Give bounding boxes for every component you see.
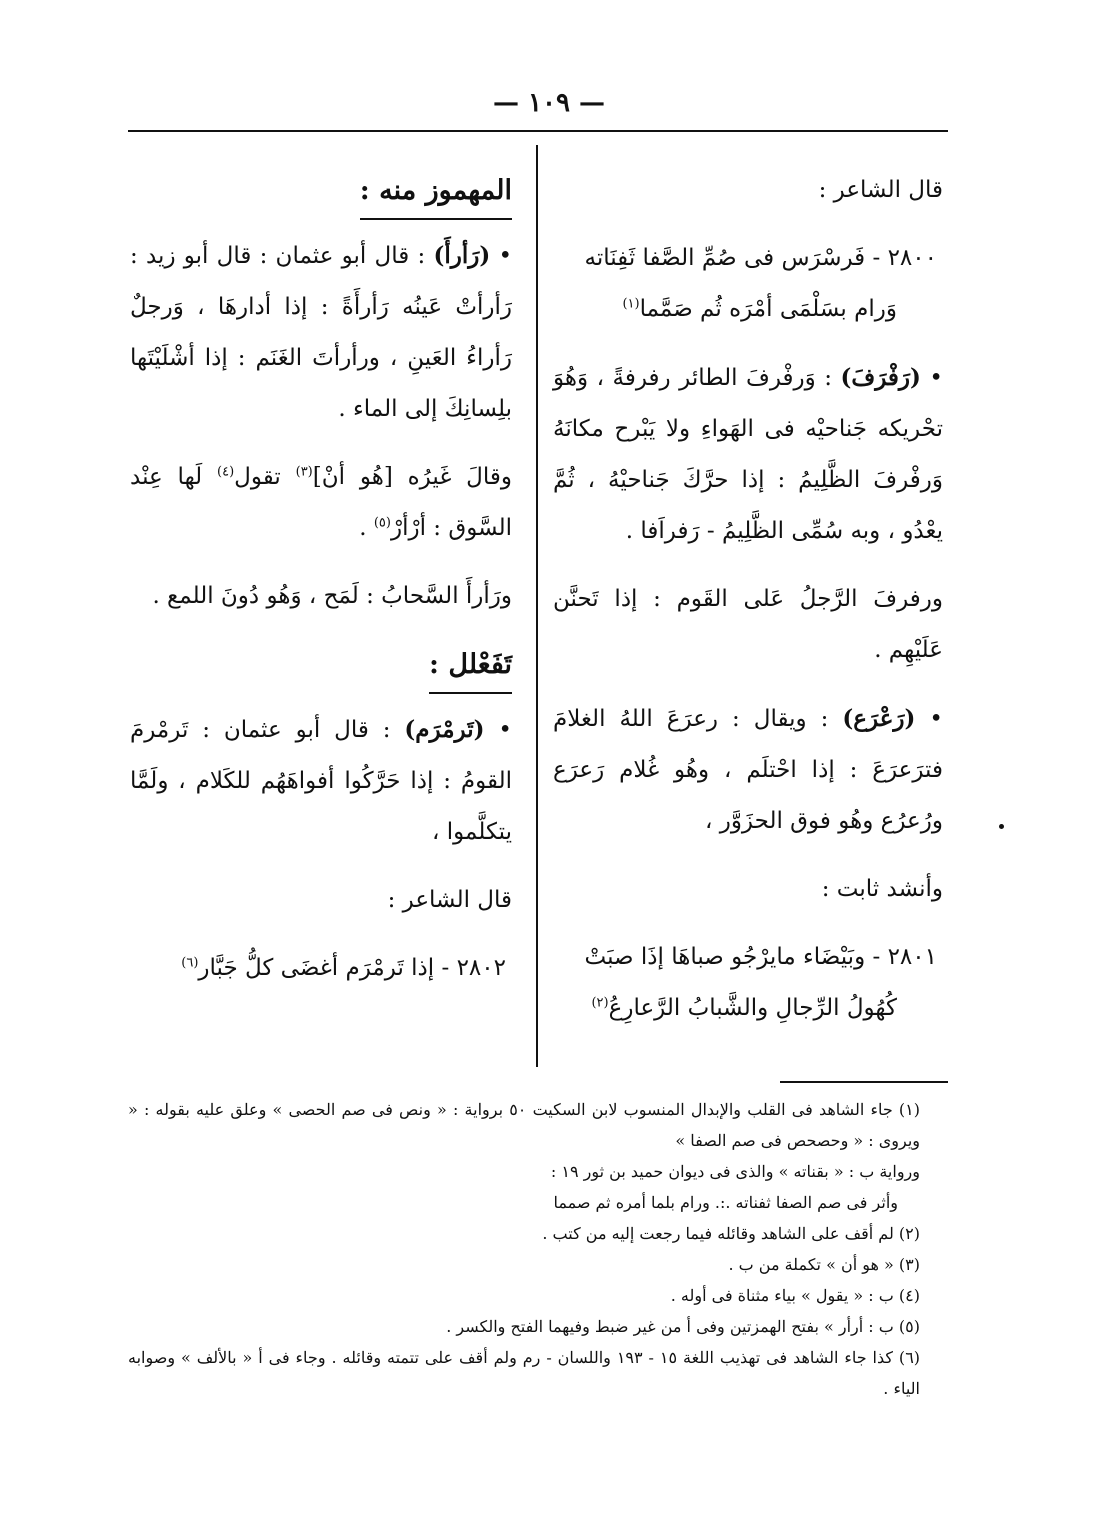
left-column bbox=[130, 165, 512, 1011]
entry-ra2ra2-text: : قال أبو عثمان : قال أبو زيد : رَأرأتْ عَينُه رَأرأَةً : إذا أدارهَا ، وَرجلٌ رَأراءُ العَينِ ، ورأرأتَ الغَنَم : إذا أشْلَيْتَها بلِسانِكَ إلى الماء . bbox=[130, 243, 512, 422]
headword-ra2ra2: (رَأرأَ) bbox=[433, 242, 491, 269]
poet-intro-2: قال الشاعر : bbox=[387, 887, 512, 913]
entry-tarmaram-text: : قال أبو عثمان : تَرمْرمَ القومُ : إذا حَرَّكُوا أفواهَهُم للكَلام ، ولَمَّا يتكلَّموا ، bbox=[130, 717, 512, 845]
entry-rafraf-text: : وَرفْرفَ الطائر رفرفةً ، وَهُوَ تحْريكه جَناحيْه فى الهَواءِ ولا يَبْرح مكانَهُ وَرفْرفَ الظَّلِيمُ : إذا حرَّكَ جَناحيْهُ ، ثُمَّ يعْدُو ، وبه سُمِّى الظَّلِيمُ - رَفراَفا . bbox=[553, 365, 943, 544]
entry-raara-text: : ويقال : رعرَعَ اللهُ الغلامَ فترَعرَعَ : إذا احْتلَم ، وهُو غُلام رَعرَع ورُعرُع وهُو فوق الحزَوَّر ، bbox=[553, 706, 943, 834]
verse-2801-line1: ٢٨٠١ - وبَيْضَاء مايرْجُو صباهَا إذَا صبَتْ bbox=[584, 944, 937, 970]
footnote-1: (١) جاء الشاهد فى القلب والإبدال المنسوب لابن السكيت ٥٠ برواية : « ونص فى صم الحصى » وعلق عليه بقوله : « ويروى : « وحصحص فى صم الصفا » bbox=[128, 1100, 920, 1150]
headword-tarmaram: (تَرمْرَم) bbox=[404, 716, 485, 743]
footnote-rule bbox=[780, 1081, 948, 1083]
heading-mahmuz: المهموز منه : bbox=[360, 165, 512, 220]
entry-ra2ra2-3: ورَأرأَ السَّحابُ : لَمَح ، وَهُو دُونَ اللمع . bbox=[152, 583, 512, 609]
footnote-ref-1: (١) bbox=[622, 296, 640, 312]
footnote-ref-3: (٣) bbox=[295, 464, 313, 480]
poet-intro: قال الشاعر : bbox=[818, 177, 943, 203]
verse-2801 bbox=[553, 932, 943, 1034]
verse-2801-line2-text: كُهُولُ الرِّجالِ والشَّبابُ الرَّعارِعُ bbox=[608, 995, 897, 1021]
margin-dot bbox=[999, 824, 1004, 829]
verse-2800 bbox=[553, 233, 943, 335]
footnote-4: (٤) ب : « يقول » بياء مثناة فى أوله . bbox=[670, 1286, 920, 1305]
entry-ra2ra2-2 bbox=[130, 452, 512, 554]
footnote-ref-6: (٦) bbox=[181, 955, 199, 971]
page-number: — ١٠٩ — bbox=[492, 88, 606, 118]
verse-2802-text: ٢٨٠٢ - إذا تَرمْرَم أغضَى كلُّ جَبَّار bbox=[198, 955, 506, 981]
right-column bbox=[553, 165, 943, 1051]
entry-rafraf: • (رَفْرَفَ) : وَرفْرفَ الطائر رفرفةً ، وَهُوَ تحْريكه جَناحيْه فى الهَواءِ ولا يَبْرح مكانَهُ وَرفْرفَ الظَّلِيمُ : إذا حرَّكَ جَناحيْهُ ، ثُمَّ يعْدُو ، وبه سُمِّى الظَّلِيمُ - رَفراَفا . bbox=[553, 364, 943, 544]
thabit-intro: وأنشد ثابت : bbox=[821, 876, 943, 902]
footnote-6: (٦) كذا جاء الشاهد فى تهذيب اللغة ١٥ - ١٩٣ واللسان - رم ولم أقف على تتمته وقائله . وجاء فى أ « بالألف » وصوابه الياء . bbox=[128, 1348, 921, 1398]
heading-tafalul: تَفَعْلل : bbox=[429, 639, 512, 694]
footnote-1-verse: وأثر فى صم الصفا ثفناته .:. ورام بلما أمره ثم صمما bbox=[553, 1193, 898, 1212]
entry-ra2ra2: • (رَأرأَ) : قال أبو عثمان : قال أبو زيد : رَأرأتْ عَينُه رَأرأَةً : إذا أدارهَا ، وَرجلٌ رَأراءُ العَينِ ، ورأرأتَ الغَنَم : إذا أشْلَيْتَها بلِسانِكَ إلى الماء . bbox=[130, 242, 513, 422]
footnote-ref-5: (٥) bbox=[373, 515, 391, 531]
entry-ra2ra2-2c: لَها عِنْد السَّوق : أرْأرْ bbox=[130, 464, 512, 541]
verse-2801-line2 bbox=[553, 983, 937, 1034]
footnote-2: (٢) لم أقف على الشاهد وقائله فيما رجعت إليه من كتب . bbox=[542, 1224, 920, 1243]
entry-rafraf-2: ورفرفَ الرَّجلُ عَلى القَوم : إذا تَحنَّن عَلَيْهِم . bbox=[553, 586, 943, 663]
footnotes bbox=[128, 1094, 948, 1404]
header-rule bbox=[128, 130, 948, 132]
entry-ra2ra2-2b: تقول bbox=[234, 464, 296, 490]
verse-2802 bbox=[130, 943, 512, 994]
verse-2800-line2-text: وَرام بسَلْمَى أمْرَه ثُم صَمَّما bbox=[639, 296, 897, 322]
footnote-ref-2: (٢) bbox=[591, 995, 609, 1011]
entry-ra2ra2-2d: . bbox=[359, 515, 374, 541]
entry-ra2ra2-2a: وقالَ غَيرُه [هُو أنْ] bbox=[312, 464, 512, 490]
footnote-3: (٣) « هو أن » تكملة من ب . bbox=[728, 1255, 920, 1274]
column-divider bbox=[536, 145, 538, 1067]
entry-raara: • (رَعْرَع) : ويقال : رعرَعَ اللهُ الغلامَ فترَعرَعَ : إذا احْتلَم ، وهُو غُلام رَعرَع ورُعرُع وهُو فوق الحزَوَّر ، bbox=[553, 705, 943, 834]
verse-2800-line1: ٢٨٠٠ - فَرسْرَس فى صُمِّ الصَّفا ثَفِنَاته bbox=[584, 245, 937, 271]
entry-tarmaram: • (تَرمْرَم) : قال أبو عثمان : تَرمْرمَ القومُ : إذا حَرَّكُوا أفواهَهُم للكَلام ، ولَمَّا يتكلَّموا ، bbox=[130, 716, 512, 845]
headword-rafraf: (رَفْرَفَ) bbox=[840, 364, 921, 391]
headword-raara: (رَعْرَع) bbox=[842, 705, 916, 732]
footnote-ref-4: (٤) bbox=[217, 464, 235, 480]
verse-2800-line2 bbox=[553, 284, 937, 335]
footnote-5: (٥) ب : أرأر » بفتح الهمزتين وفى أ من غير ضبط وفيهما الفتح والكسر . bbox=[446, 1317, 920, 1336]
footnote-1-variant: ورواية ب : « بقناته » والذى فى ديوان حميد بن ثور ١٩ : bbox=[550, 1162, 920, 1181]
